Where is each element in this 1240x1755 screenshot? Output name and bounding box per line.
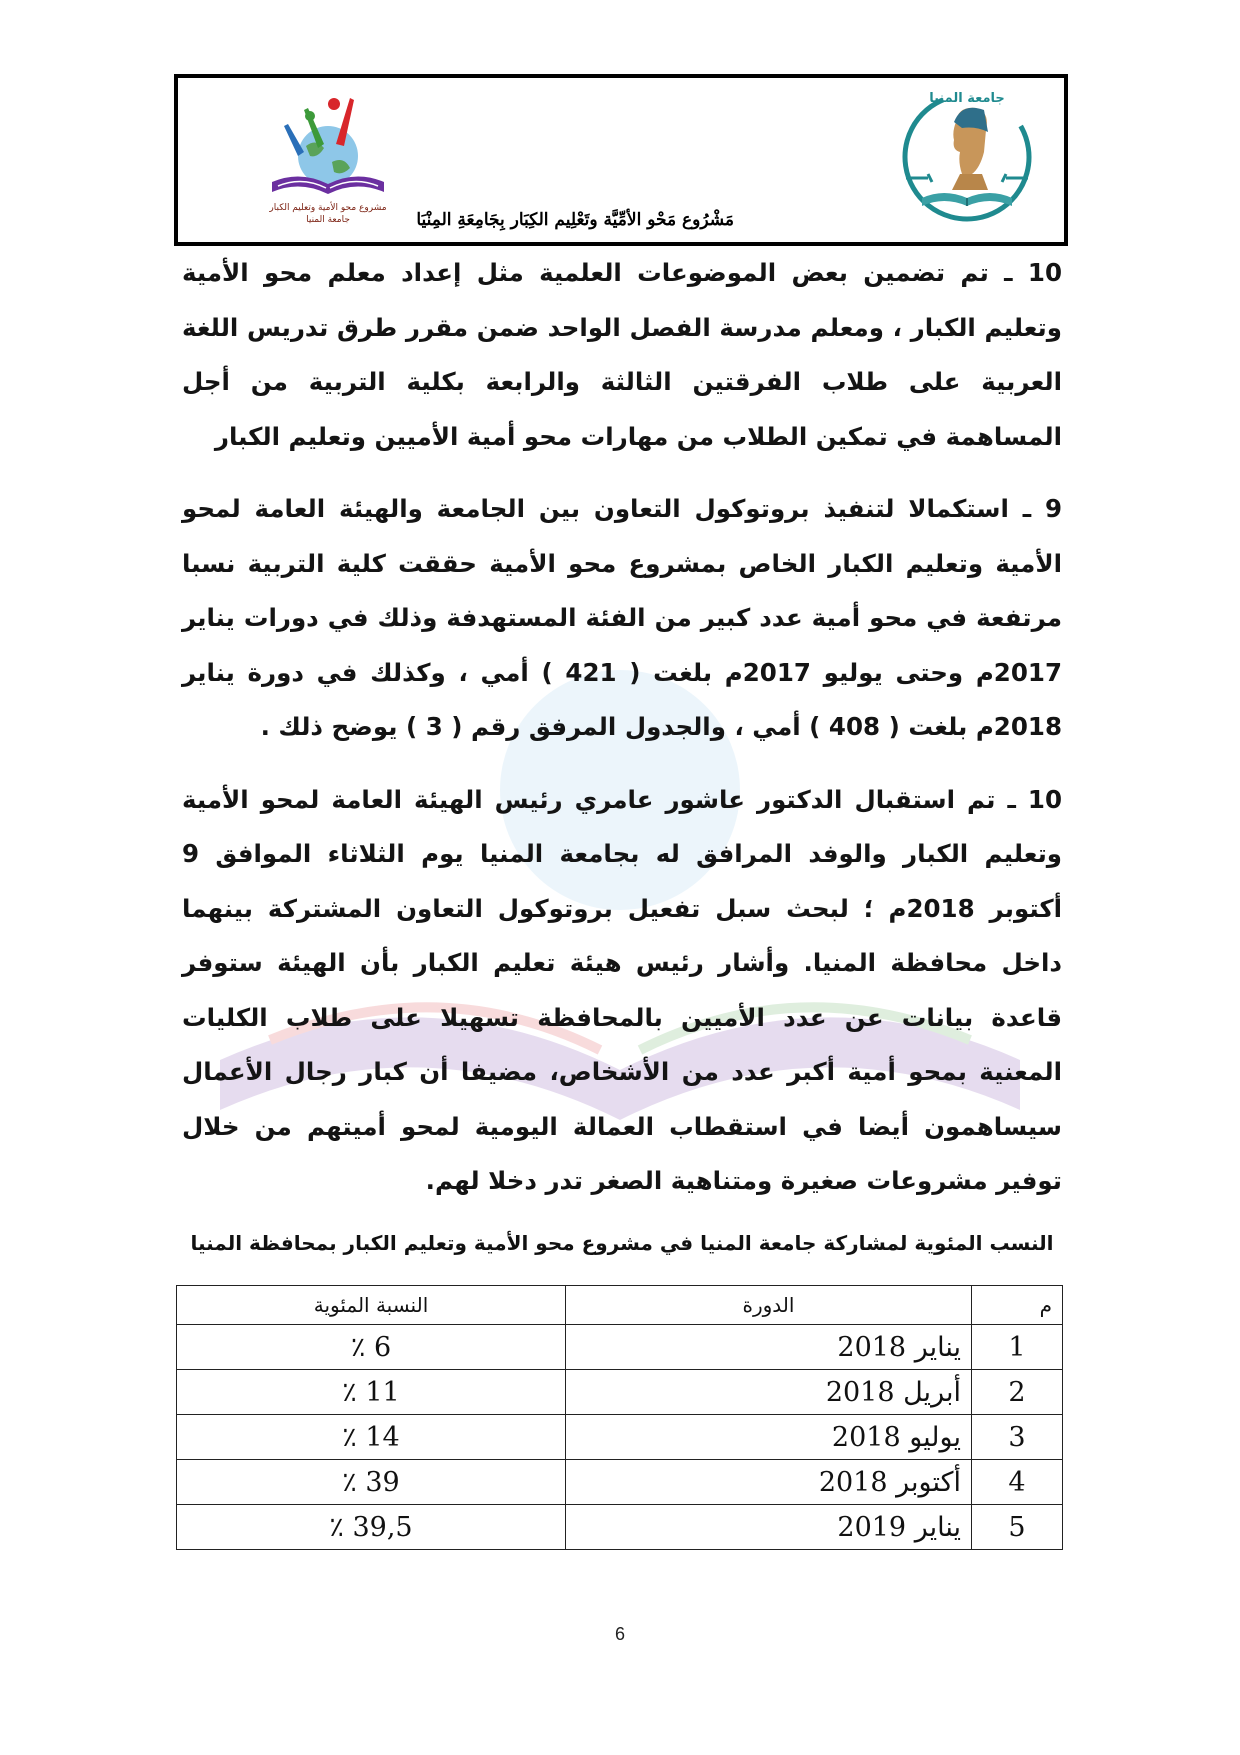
project-logo-caption-line1: مشروع محو الأمية وتعليم الكبار xyxy=(269,203,387,213)
cell-percentage: 39 ٪ xyxy=(177,1460,566,1505)
paragraph-item-10-curriculum xyxy=(182,246,1062,464)
table-header-row xyxy=(177,1286,1063,1325)
paragraph-text: 10 ـ تم تضمين بعض الموضوعات العلمية مثل إعداد معلم محو الأمية وتعليم الكبار ، ومعلم مدرسة الفصل الواحد ضمن مقرر طرق تدريس اللغة العربية على طلاب الفرقتين الثالثة والرابعة بكلية التربية من أجل المساهمة في تمكين الطلاب من مهارات محو أمية الأميين وتعليم الكبار xyxy=(182,258,1062,451)
cell-course: يناير 2018 xyxy=(566,1325,972,1370)
table-row xyxy=(177,1460,1063,1505)
project-logo-caption-line2: جامعة المنيا xyxy=(306,215,350,225)
cell-no: 2 xyxy=(972,1370,1063,1415)
cell-percentage: 11 ٪ xyxy=(177,1370,566,1415)
header-percentage: النسبة المئوية xyxy=(177,1286,566,1325)
paragraph-text: 10 ـ تم استقبال الدكتور عاشور عامري رئيس الهيئة العامة لمحو الأمية وتعليم الكبار والوفد المرافق له بجامعة المنيا يوم الثلاثاء الموافق 9 أكتوبر 2018م ؛ لبحث سبل تفعيل بروتوكول التعاون المشتركة بينهما داخل محافظة المنيا. وأشار رئيس هيئة تعليم الكبار بأن الهيئة ستوفر قاعدة بيانات عن عدد الأميين بالمحافظة تسهيلا على طلاب الكليات المعنية بمحو أمية أكبر عدد من الأشخاص، مضيفا أن كبار رجال الأعمال سيساهمون أيضا في استقطاب العمالة اليومية لمحو أميتهم من خلال توفير مشروعات صغيرة ومتناهية الصغر تدر دخلا لهم. xyxy=(182,784,1062,1195)
cell-no: 4 xyxy=(972,1460,1063,1505)
cell-no: 1 xyxy=(972,1325,1063,1370)
page-header xyxy=(174,74,1068,246)
header-no: م xyxy=(972,1286,1063,1325)
table-row xyxy=(177,1325,1063,1370)
cell-no: 3 xyxy=(972,1415,1063,1460)
header-title: مَشْرُوع مَحْو الأمِّيَّة وتَعْلِيم الكِبَار بِجَامِعَةِ المِنْيَا xyxy=(416,210,734,230)
uni-logo-text: جامعة المنيا xyxy=(929,91,1005,106)
cell-no: 5 xyxy=(972,1505,1063,1550)
table-row xyxy=(177,1415,1063,1460)
cell-course: أكتوبر 2018 xyxy=(566,1460,972,1505)
cell-percentage: 39,5 ٪ xyxy=(177,1505,566,1550)
table-row xyxy=(177,1505,1063,1550)
project-logo-caption xyxy=(258,202,398,226)
cell-course: أبريل 2018 xyxy=(566,1370,972,1415)
cell-course: يوليو 2018 xyxy=(566,1415,972,1460)
participation-table xyxy=(176,1285,1063,1550)
cell-percentage: 14 ٪ xyxy=(177,1415,566,1460)
page-number: 6 xyxy=(614,1624,625,1644)
cell-percentage: 6 ٪ xyxy=(177,1325,566,1370)
table-title: النسب المئوية لمشاركة جامعة المنيا في مشروع محو الأمية وتعليم الكبار بمحافظة المنيا xyxy=(190,1231,1054,1255)
body-content xyxy=(182,246,1062,1209)
table-row xyxy=(177,1370,1063,1415)
paragraph-text: 9 ـ استكمالا لتنفيذ بروتوكول التعاون بين الجامعة والهيئة العامة لمحو الأمية وتعليم الكبار الخاص بمشروع محو الأمية حققت كلية التربية نسبا مرتفعة في محو أمية عدد كبير من الفئة المستهدفة وذلك في دورات يناير 2017م وحتى يوليو 2017م بلغت ( 421 ) أمي ، وكذلك في دورة يناير 2018م بلغت ( 408 ) أمي ، والجدول المرفق رقم ( 3 ) يوضح ذلك . xyxy=(182,494,1062,741)
paragraph-item-9-protocol xyxy=(182,482,1062,755)
cell-course: يناير 2019 xyxy=(566,1505,972,1550)
minia-university-logo xyxy=(892,82,1042,232)
paragraph-item-10-visit xyxy=(182,773,1062,1209)
header-course: الدورة xyxy=(566,1286,972,1325)
